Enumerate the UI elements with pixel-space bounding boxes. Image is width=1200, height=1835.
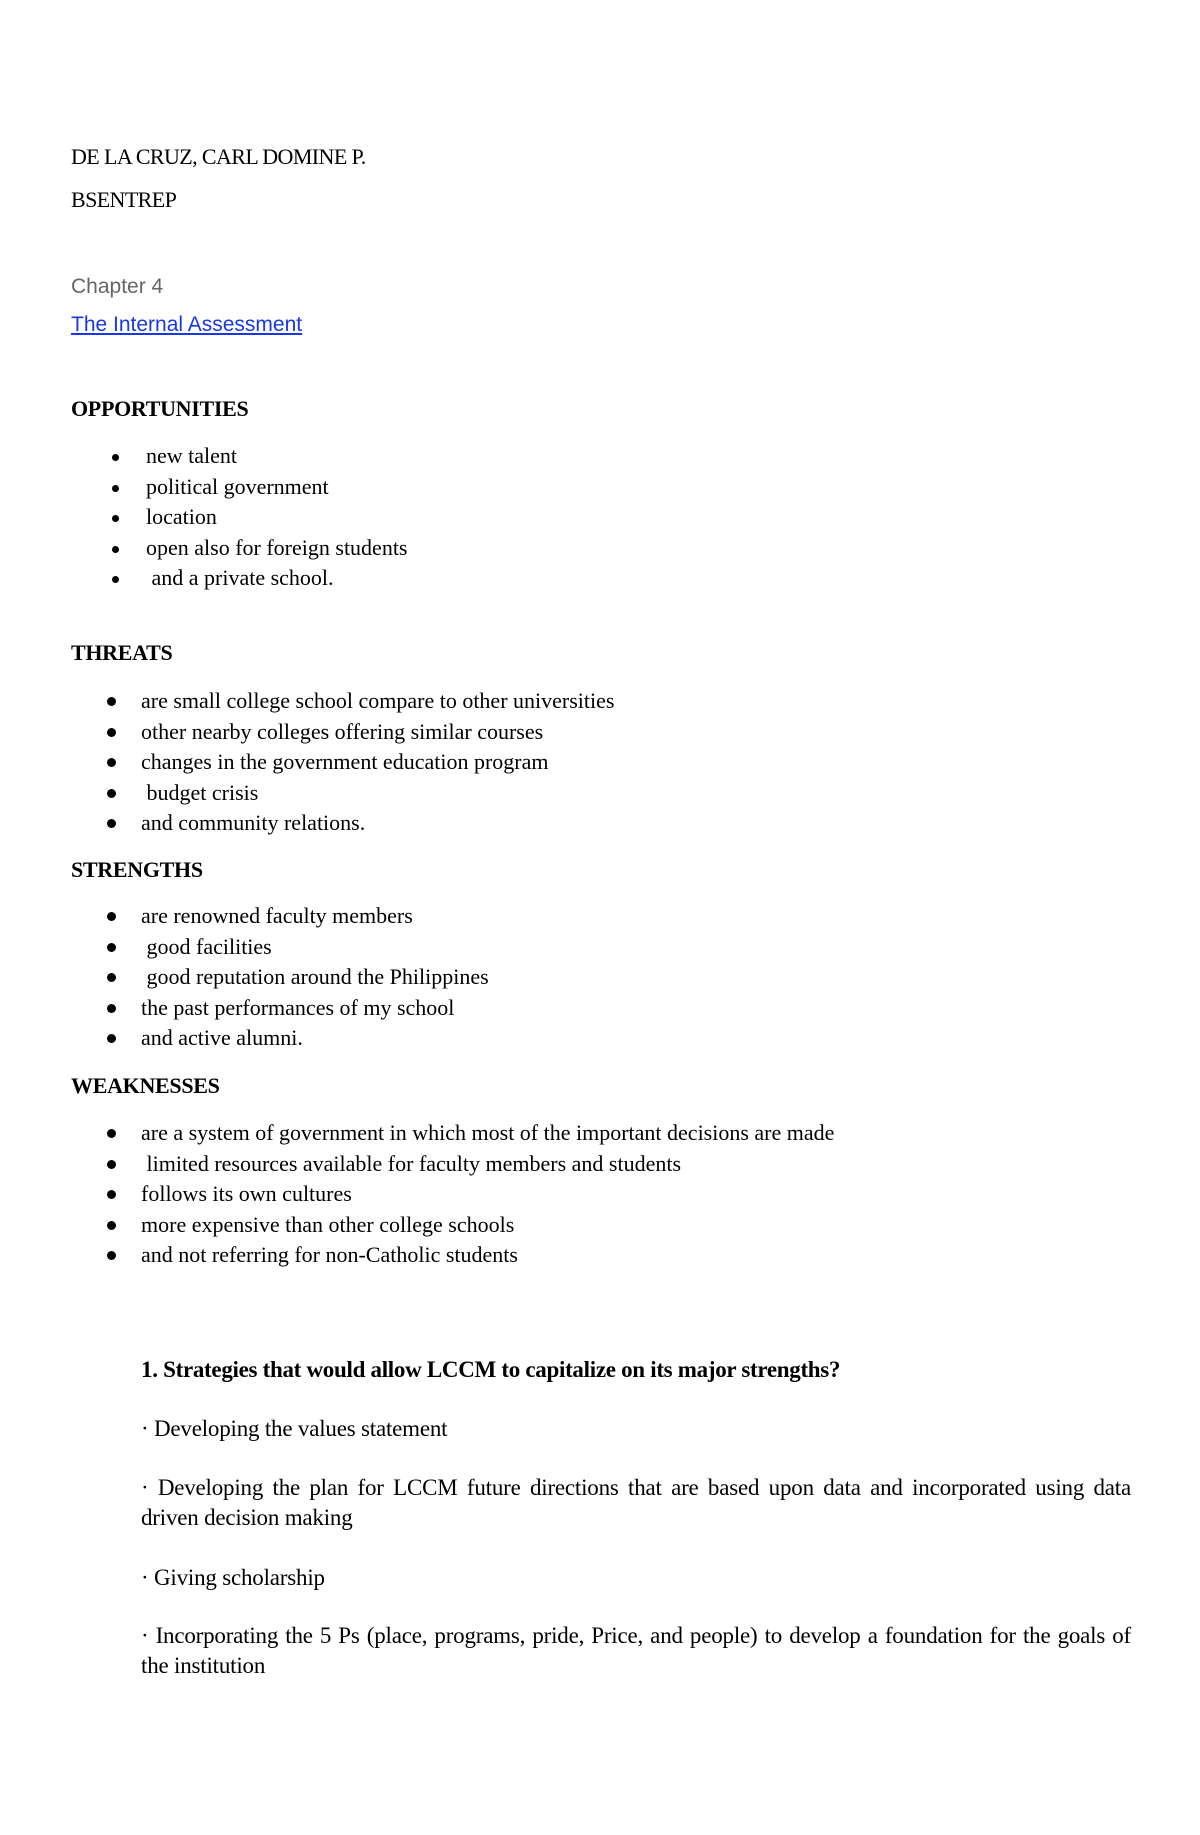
bullet-icon: [107, 1190, 116, 1199]
bullet-icon: [107, 973, 116, 982]
section-heading-strengths: STRENGTHS: [71, 857, 203, 882]
list-item: are renowned faculty members: [0, 901, 1100, 932]
bullet-icon: [107, 912, 116, 921]
bullet-icon: [107, 1251, 116, 1260]
threats-list: [0, 686, 1100, 839]
bullet-icon: [107, 789, 116, 798]
weaknesses-list: [0, 1118, 1100, 1271]
strategy-point: · Giving scholarship: [141, 1565, 325, 1590]
list-item: the past performances of my school: [0, 993, 1100, 1024]
student-name: DE LA CRUZ, CARL DOMINE P.: [71, 144, 366, 169]
bullet-icon: [107, 943, 116, 952]
strategy-point: · Incorporating the 5 Ps (place, programs, pride, Price, and people) to develop a foundation for the goals of the institution: [141, 1623, 1131, 1678]
strategy-point: · Developing the plan for LCCM future directions that are based upon data and incorporated using data driven decision making: [141, 1475, 1131, 1530]
list-item: new talent: [0, 441, 1100, 472]
opportunities-list: [0, 441, 1100, 594]
list-item: other nearby colleges offering similar courses: [0, 717, 1100, 748]
list-item: limited resources available for faculty members and students: [0, 1149, 1100, 1180]
list-item: more expensive than other college schools: [0, 1210, 1100, 1241]
list-item: open also for foreign students: [0, 533, 1100, 564]
bullet-icon: [107, 1160, 116, 1169]
bullet-icon: [112, 485, 119, 492]
bullet-icon: [112, 546, 119, 553]
bullet-icon: [107, 758, 116, 767]
list-item: are a system of government in which most of the important decisions are made: [0, 1118, 1100, 1149]
list-item: political government: [0, 472, 1100, 503]
list-item: good facilities: [0, 932, 1100, 963]
bullet-icon: [107, 1129, 116, 1138]
list-item: location: [0, 502, 1100, 533]
list-item: good reputation around the Philippines: [0, 962, 1100, 993]
list-item: and a private school.: [0, 563, 1100, 594]
section-heading-threats: THREATS: [71, 640, 173, 665]
bullet-icon: [107, 697, 116, 706]
bullet-icon: [107, 1034, 116, 1043]
chapter-title-link[interactable]: The Internal Assessment: [71, 313, 303, 336]
bullet-icon: [107, 819, 116, 828]
list-item: budget crisis: [0, 778, 1100, 809]
bullet-icon: [112, 454, 119, 461]
section-heading-opportunities: OPPORTUNITIES: [71, 396, 249, 421]
student-program: BSENTREP: [71, 187, 177, 212]
section-heading-weaknesses: WEAKNESSES: [71, 1073, 220, 1098]
strengths-list: [0, 901, 1100, 1054]
list-item: and active alumni.: [0, 1023, 1100, 1054]
strategy-question: 1. Strategies that would allow LCCM to capitalize on its major strengths?: [141, 1357, 841, 1382]
bullet-icon: [112, 576, 119, 583]
strategy-point: · Developing the values statement: [141, 1416, 448, 1441]
list-item: follows its own cultures: [0, 1179, 1100, 1210]
list-item: are small college school compare to other universities: [0, 686, 1100, 717]
bullet-icon: [107, 728, 116, 737]
bullet-icon: [112, 515, 119, 522]
list-item: and not referring for non-Catholic students: [0, 1240, 1100, 1271]
bullet-icon: [107, 1004, 116, 1013]
list-item: and community relations.: [0, 808, 1100, 839]
bullet-icon: [107, 1221, 116, 1230]
chapter-label: Chapter 4: [71, 275, 164, 298]
list-item: changes in the government education program: [0, 747, 1100, 778]
